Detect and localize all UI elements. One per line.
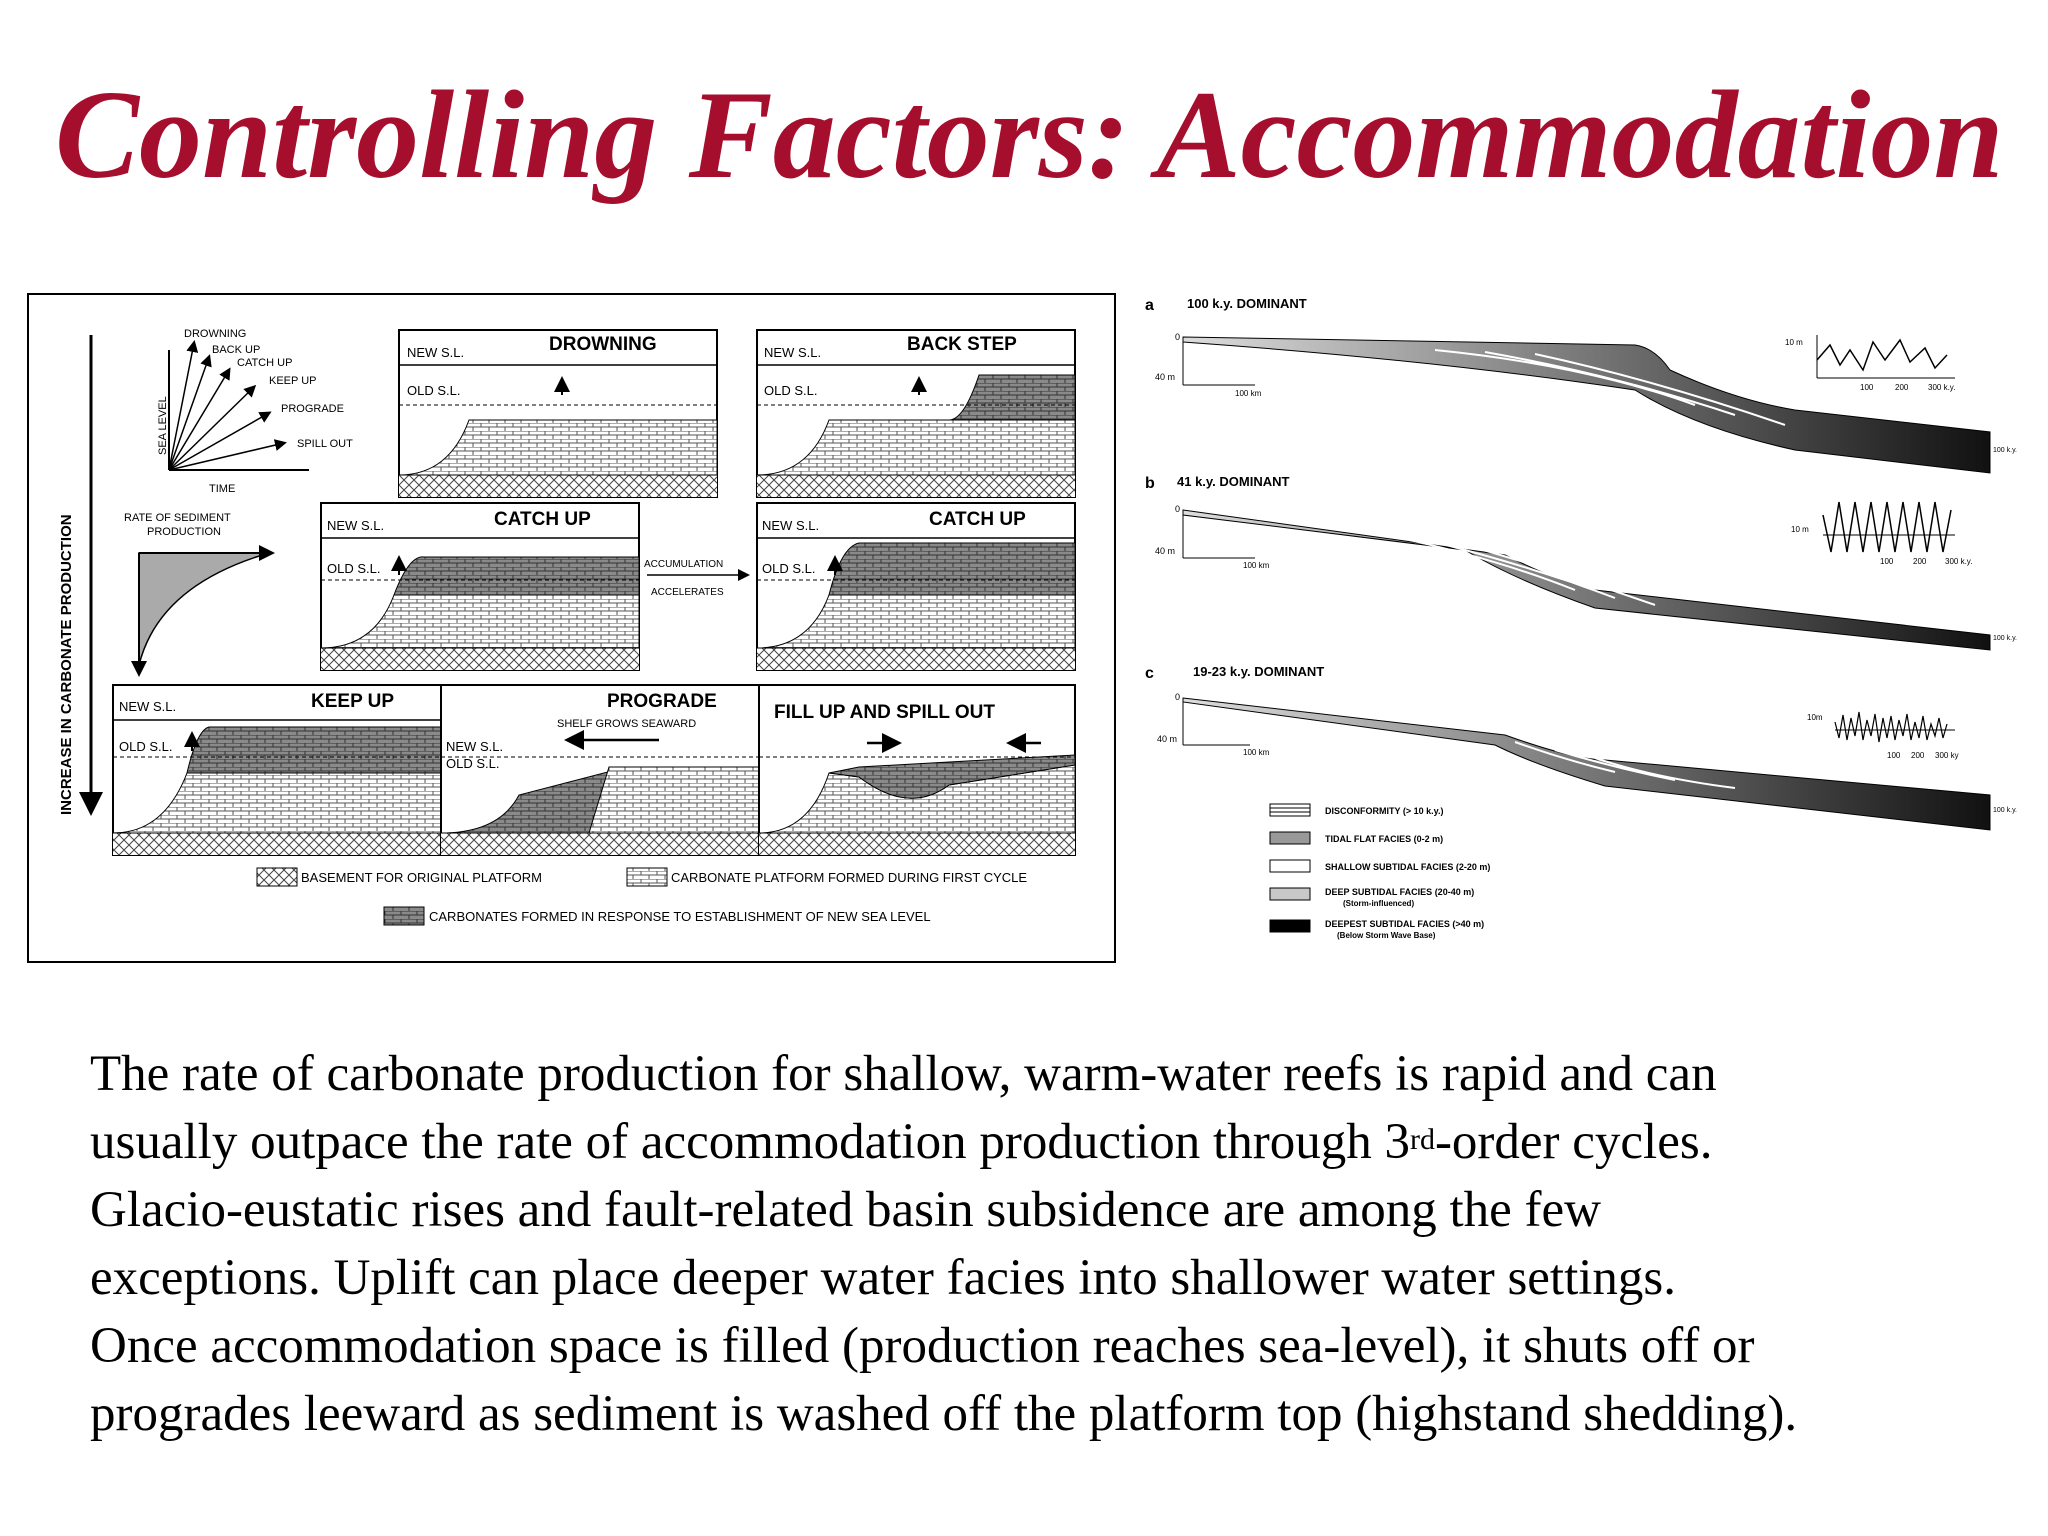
scale-label: 100 km [1235, 389, 1262, 398]
legend-disconformity: DISCONFORMITY (> 10 k.y.) [1325, 806, 1444, 816]
accelerates-label: ACCELERATES [651, 587, 724, 598]
inset-label-backup: BACK UP [212, 344, 261, 356]
rate-label-1: RATE OF SEDIMENT [124, 512, 231, 524]
new-sl-label: NEW S.L. [407, 345, 465, 360]
old-sl-label: OLD S.L. [119, 739, 173, 754]
inset-label-keepup: KEEP UP [269, 375, 317, 387]
tick-label: 100 [1860, 383, 1874, 392]
inset-label-drowning: DROWNING [184, 328, 247, 340]
panel-title-prograde: PROGRADE [607, 691, 717, 712]
legend-first-cycle: CARBONATE PLATFORM FORMED DURING FIRST CYCLE [671, 870, 1028, 885]
platform-response-figure [27, 293, 1116, 963]
old-sl-label: OLD S.L. [446, 756, 500, 771]
panel-fill-up-spill-out [759, 685, 1075, 855]
panel-title-c: 19-23 k.y. DOMINANT [1193, 664, 1325, 679]
cycle-cross-section-figure [1135, 290, 2025, 960]
cross-section-b [1145, 474, 2017, 650]
panel-title-drowning: DROWNING [549, 334, 657, 355]
cross-section-a [1145, 296, 2017, 473]
body-line-1: The rate of carbonate production for shallow, warm-water reefs is rapid and can [90, 1046, 1717, 1102]
tick-label: 300 k.y. [1945, 557, 1973, 566]
accumulation-label: ACCUMULATION [644, 559, 724, 570]
depth-40-label: 40 m [1157, 734, 1178, 744]
panel-catch-up-right [757, 503, 1075, 670]
rate-label-2: PRODUCTION [147, 526, 221, 538]
tick-label: 100 [1880, 557, 1894, 566]
new-sl-label: NEW S.L. [327, 518, 385, 533]
new-sl-label: NEW S.L. [764, 345, 822, 360]
body-line-2-text: usually outpace the rate of accommodation production through 3 [90, 1114, 1410, 1170]
tick-label: 200 [1913, 557, 1927, 566]
old-sl-label: OLD S.L. [762, 561, 816, 576]
end-label: 100 k.y. [1993, 447, 2017, 454]
body-line-6: progrades leeward as sediment is washed off the platform top (highstand shedding). [90, 1386, 1798, 1442]
inset-label-prograde: PROGRADE [281, 403, 344, 415]
amplitude-label: 10m [1807, 713, 1823, 722]
panel-letter-b: b [1145, 475, 1155, 492]
tick-label: 200 [1911, 751, 1925, 760]
end-label: 100 k.y. [1993, 635, 2017, 642]
scale-label: 100 km [1243, 561, 1270, 570]
facies-legend [1270, 804, 1490, 940]
amplitude-label: 10 m [1785, 338, 1803, 347]
depth-0-label: 0 [1175, 692, 1181, 702]
old-sl-label: OLD S.L. [764, 383, 818, 398]
body-line-2 [90, 1108, 2020, 1176]
panel-prograde [441, 685, 759, 855]
legend-tidal-flat: TIDAL FLAT FACIES (0-2 m) [1325, 834, 1444, 844]
depth-40-label: 40 m [1155, 546, 1176, 556]
slide-title: Controlling Factors: Accommodation [55, 66, 2004, 205]
old-sl-label: OLD S.L. [407, 383, 461, 398]
legend-storm-influenced: (Storm-influenced) [1343, 899, 1415, 908]
inset-xlabel: TIME [209, 483, 236, 495]
legend-basement: BASEMENT FOR ORIGINAL PLATFORM [301, 870, 543, 885]
panel-title-b: 41 k.y. DOMINANT [1177, 474, 1290, 489]
panel-letter-c: c [1145, 665, 1154, 682]
inset-label-spillout: SPILL OUT [297, 438, 353, 450]
tick-label: 300 ky [1935, 751, 1959, 760]
legend-deepest-subtidal: DEEPEST SUBTIDAL FACIES (>40 m) [1325, 919, 1485, 929]
inset-label-catchup: CATCH UP [237, 357, 293, 369]
panel-keep-up [113, 685, 441, 855]
body-paragraph [90, 1040, 2020, 1448]
new-sl-label: NEW S.L. [762, 518, 820, 533]
depth-0-label: 0 [1175, 332, 1181, 342]
end-label: 100 k.y. [1993, 807, 2017, 814]
tick-label: 100 [1887, 751, 1901, 760]
ordinal-superscript: rd [1409, 1123, 1435, 1156]
new-sl-label: NEW S.L. [119, 699, 177, 714]
old-sl-label: OLD S.L. [327, 561, 381, 576]
body-line-4: exceptions. Uplift can place deeper water facies into shallower water settings. [90, 1250, 1677, 1306]
inset-ylabel: SEA LEVEL [157, 396, 169, 455]
left-figure-legend [257, 868, 1027, 925]
amplitude-label: 10 m [1791, 525, 1809, 534]
scale-label: 100 km [1243, 748, 1270, 757]
panel-title-fill-up: FILL UP AND SPILL OUT [774, 702, 995, 723]
shelf-grows-label: SHELF GROWS SEAWARD [557, 718, 697, 730]
tick-label: 300 k.y. [1928, 383, 1956, 392]
legend-deep-subtidal: DEEP SUBTIDAL FACIES (20-40 m) [1325, 887, 1475, 897]
tick-label: 200 [1895, 383, 1909, 392]
new-sl-label: NEW S.L. [446, 739, 504, 754]
body-line-2-tail: -order cycles. [1434, 1114, 1713, 1170]
legend-below-storm-wave-base: (Below Storm Wave Base) [1337, 931, 1436, 940]
panel-drowning [399, 330, 717, 497]
panel-catch-up-left [321, 503, 639, 670]
panel-title-catch-up: CATCH UP [494, 509, 591, 530]
vertical-axis-label: INCREASE IN CARBONATE PRODUCTION [58, 514, 75, 815]
depth-40-label: 40 m [1155, 372, 1176, 382]
legend-shallow-subtidal: SHALLOW SUBTIDAL FACIES (2-20 m) [1325, 862, 1491, 872]
legend-new-sea-level: CARBONATES FORMED IN RESPONSE TO ESTABLISHMENT OF NEW SEA LEVEL [429, 909, 931, 924]
body-line-5: Once accommodation space is filled (production reaches sea-level), it shuts off or [90, 1318, 1755, 1374]
panel-title-catch-up: CATCH UP [929, 509, 1026, 530]
panel-title-a: 100 k.y. DOMINANT [1187, 296, 1307, 311]
body-line-3: Glacio-eustatic rises and fault-related basin subsidence are among the few [90, 1182, 1601, 1238]
panel-title-keep-up: KEEP UP [311, 691, 395, 712]
panel-letter-a: a [1145, 297, 1154, 314]
panel-back-step [757, 330, 1075, 497]
panel-title-back-step: BACK STEP [907, 334, 1017, 355]
depth-0-label: 0 [1175, 504, 1181, 514]
